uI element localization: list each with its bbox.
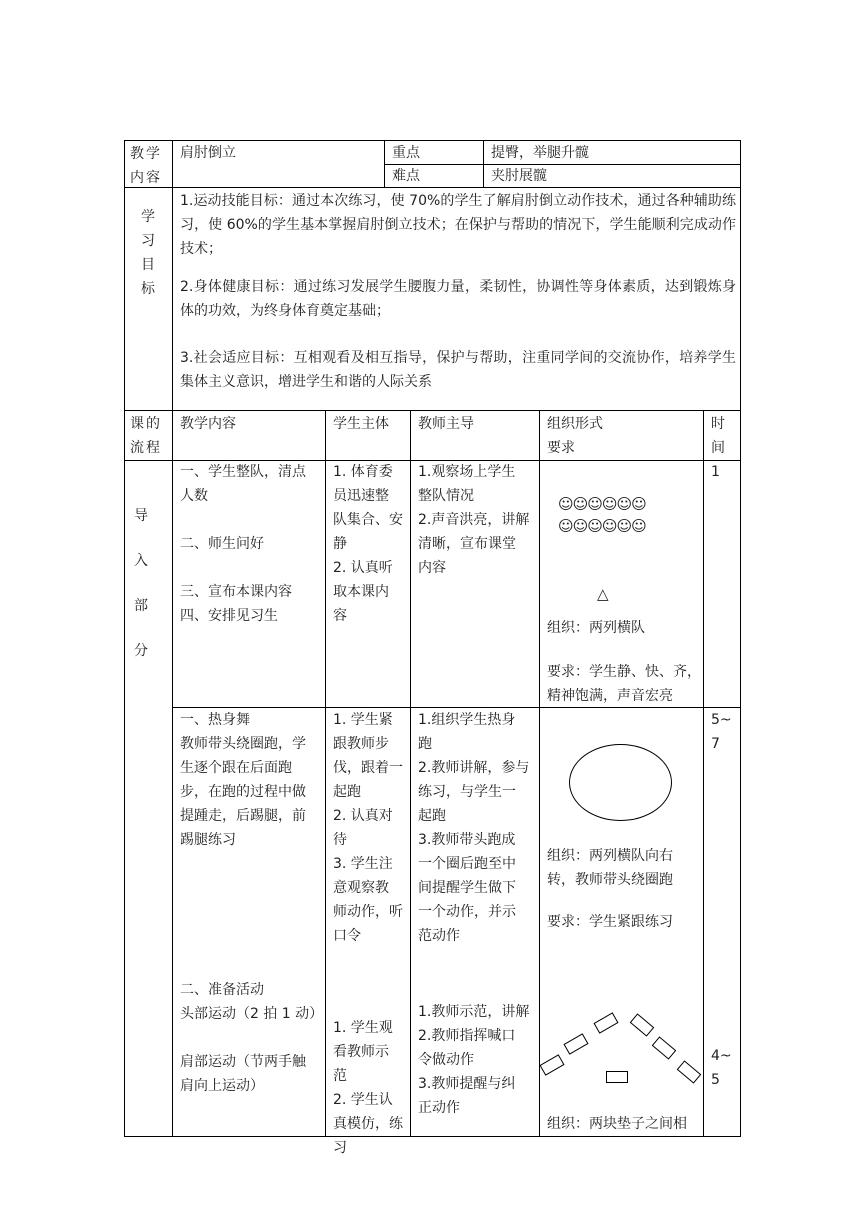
intro-organization: 组织：两列横队 [547,620,645,636]
mats-diagram [539,1005,703,1095]
warmup-content: 一、热身舞 教师带头绕圈跑，学 生逐个跟在后面跑 步，在跑的过程中做 提踵走，后踢腿，前 踢腿练习 [180,712,306,848]
prep-student: 1. 学生观 看教师示 范 2. 学生认 真模仿，练 习 [333,1020,403,1156]
warmup-student: 1. 学生紧 跟教师步 伐，跟着一 起跑 2. 认真对 待 3. 学生注 意观察教 师动作，听 口令 [333,712,403,944]
column-header-time: 时 间 [711,416,725,456]
table-border-right [740,140,741,1137]
key-point-label: 重点 [392,145,420,161]
prep-time: 4~ 5 [711,1048,732,1088]
warmup-teacher: 1.组织学生热身 跑 2.教师讲解，参与 练习，与学生一 起跑 3.教师带头跑成 一个圈后跑至中 间提醒学生做下 一个动作，并示 范动作 [418,712,530,944]
key-point-value: 提臀，举腿升髋 [491,145,589,161]
column-header-teacher: 教师主导 [418,416,474,432]
mat-icon [630,1013,655,1036]
mat-icon [652,1036,677,1059]
prep-organization: 组织：两块垫子之间相 [547,1116,687,1132]
teaching-content-label: 教学 内容 [130,146,162,186]
intro-requirement: 要求：学生静、快、齐， 精神饱满，声音宏亮 [547,664,701,704]
formation-row-1: ☺☺☺☺☺☺ [558,495,646,513]
mat-icon [539,1054,564,1075]
objectives-label: 学 习 目 标 [141,209,155,297]
column-divider [410,410,411,1137]
teacher-mat-icon [606,1071,628,1083]
prep-content: 二、准备活动 头部运动（2 拍 1 动） 肩部运动（节两手触 肩向上运动） [180,982,324,1094]
column-divider [325,410,326,1137]
column-header-organization: 组织形式 要求 [547,416,603,456]
column-divider [703,410,704,1137]
difficulty-value: 夹肘展髋 [491,168,547,184]
intro-section-label: 导 入 部 分 [134,508,148,659]
intro-teacher: 1.观察场上学生 整队情况 2.声音洪亮，讲解 清晰，宣布课堂 内容 [418,464,530,576]
objective-social-adaptation: 3.社会适应目标：互相观看及相互指导，保护与帮助，注重同学间的交流协作，培养学生集体主义意识，增进学生和谐的人际关系 [180,350,736,390]
mat-icon [563,1033,588,1054]
intro-content: 一、学生整队，清点 人数 二、师生问好 三、宣布本课内容 四、安排见习生 [180,464,306,624]
column-header-content: 教学内容 [180,416,236,432]
column-header-student: 学生主体 [333,416,389,432]
teaching-content-value: 肩肘倒立 [180,145,236,161]
intro-student: 1. 体育委 员迅速整 队集合、安 静 2. 认真听 取本课内 容 [333,464,403,624]
column-header-flow: 课的 流程 [130,416,162,456]
column-divider [483,140,484,188]
column-divider [384,140,385,188]
intro-time: 1 [711,464,720,480]
difficulty-label: 难点 [392,168,420,184]
warmup-time: 5~ 7 [711,712,732,752]
table-border-left [124,140,125,1137]
prep-teacher: 1.教师示范，讲解 2.教师指挥喊口 令做动作 3.教师提醒与纠 正动作 [418,1004,530,1116]
mat-icon [677,1060,702,1083]
table-border-bottom [124,1136,741,1137]
mat-icon [593,1012,618,1033]
row-divider [124,410,741,411]
formation-row-2: ☺☺☺☺☺☺ [558,517,646,535]
teacher-position-marker: △ [597,585,609,603]
row-divider [124,187,741,188]
warmup-requirement: 要求：学生紧跟练习 [547,914,673,930]
objective-motor-skill: 1.运动技能目标：通过本次练习，使 70%的学生了解肩肘倒立动作技术，通过各种辅助练习，使 60%的学生基本掌握肩肘倒立技术；在保护与帮助的情况下，学生能顺利完成动作技术； [180,193,736,257]
running-circle-diagram [569,744,672,821]
objective-physical-health: 2.身体健康目标：通过练习发展学生腰腹力量，柔韧性，协调性等身体素质，达到锻炼身体的功效，为终身体育奠定基础； [180,279,736,319]
column-divider [172,140,173,1137]
warmup-organization: 组织：两列横队向右 转，教师带头绕圈跑 [547,848,673,888]
